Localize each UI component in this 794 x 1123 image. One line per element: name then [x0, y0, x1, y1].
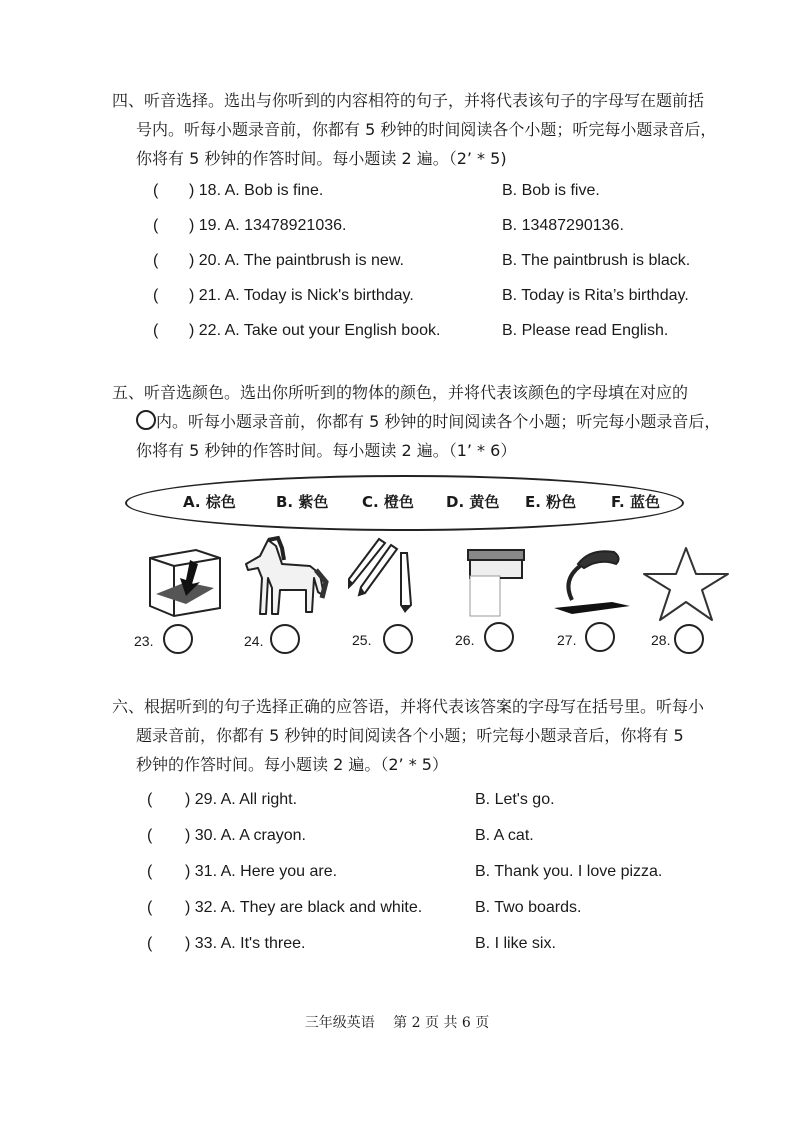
color-option-a: A. 棕色	[183, 493, 236, 511]
section-5-line-2: 内。听每小题录音前，你都有 5 秒钟的时间阅读各个小题；听完每小题录音后，	[156, 412, 721, 431]
option-a: ) 33. A. It's three.	[185, 935, 306, 952]
color-option-b: B. 紫色	[276, 493, 329, 511]
option-a: ) 22. A. Take out your English book.	[189, 322, 441, 339]
question-32	[147, 899, 582, 917]
answer-circle[interactable]	[674, 624, 704, 654]
option-b: B. Thank you. I love pizza.	[475, 863, 663, 880]
question-29	[147, 791, 555, 809]
section-4-line-2: 号内。听每小题录音前，你都有 5 秒钟的时间阅读各个小题；听完每小题录音后，	[136, 120, 717, 139]
option-b: B. Let's go.	[475, 791, 555, 808]
desk-lamp-icon	[550, 544, 634, 616]
option-b: B. A cat.	[475, 827, 534, 844]
option-a: ) 31. A. Here you are.	[185, 863, 338, 880]
section-6-line-3: 秒钟的作答时间。每小题读 2 遍。（2’ * 5）	[136, 755, 448, 774]
option-a: ) 19. A. 13478921036.	[189, 217, 347, 234]
answer-paren[interactable]: (	[153, 217, 159, 234]
color-option-f: F. 蓝色	[611, 493, 660, 511]
item-number: 26.	[455, 632, 475, 648]
item-number: 23.	[134, 633, 154, 649]
answer-paren[interactable]: (	[147, 827, 153, 844]
option-a: ) 20. A. The paintbrush is new.	[189, 252, 404, 269]
question-19	[153, 217, 624, 235]
answer-paren[interactable]: (	[153, 287, 159, 304]
section-5-line-1: 五、听音选颜色。选出你所听到的物体的颜色，并将代表该颜色的字母填在对应的	[112, 383, 689, 402]
section-6-line-2: 题录音前，你都有 5 秒钟的时间阅读各个小题；听完每小题录音后，你将有 5	[136, 726, 684, 745]
answer-paren[interactable]: (	[147, 935, 153, 952]
option-b: B. Please read English.	[502, 322, 669, 339]
option-a: ) 29. A. All right.	[185, 791, 298, 808]
horse-icon	[242, 534, 330, 618]
question-33	[147, 935, 556, 953]
answer-paren[interactable]: (	[153, 252, 159, 269]
option-b: B. Bob is five.	[502, 182, 600, 199]
answer-circle[interactable]	[585, 622, 615, 652]
page-footer: 三年级英语 第 2 页 共 6 页	[304, 1015, 490, 1031]
question-20	[153, 252, 691, 270]
color-option-d: D. 黄色	[446, 493, 500, 511]
item-number: 25.	[352, 632, 372, 648]
option-a: ) 32. A. They are black and white.	[185, 899, 423, 916]
answer-paren[interactable]: (	[147, 899, 153, 916]
item-number: 27.	[557, 632, 577, 648]
bed-icon	[464, 546, 528, 618]
section-6-instructions	[112, 692, 752, 779]
section-6-line-1: 六、根据听到的句子选择正确的应答语，并将代表该答案的字母写在括号里。听每小	[112, 697, 705, 716]
answer-paren[interactable]: (	[153, 182, 159, 199]
answer-paren[interactable]: (	[153, 322, 159, 339]
answer-circle[interactable]	[270, 624, 300, 654]
question-30	[147, 827, 534, 845]
section-4-line-1: 四、听音选择。选出与你听到的内容相符的句子，并将代表该句子的字母写在题前括	[112, 91, 705, 110]
question-31	[147, 863, 663, 881]
pencils-icon	[345, 535, 419, 617]
box-with-arrow-icon	[146, 544, 224, 618]
option-a: ) 30. A. A crayon.	[185, 827, 306, 844]
answer-circle[interactable]	[383, 624, 413, 654]
question-18	[153, 182, 600, 200]
option-b: B. Two boards.	[475, 899, 582, 916]
item-number: 28.	[651, 632, 671, 648]
section-4-line-3: 你将有 5 秒钟的作答时间。每小题读 2 遍。（2’ * 5)	[136, 149, 507, 168]
section-5-line-3: 你将有 5 秒钟的作答时间。每小题读 2 遍。（1’ * 6）	[136, 441, 517, 460]
option-b: B. 13487290136.	[502, 217, 624, 234]
answer-circle[interactable]	[484, 622, 514, 652]
item-number: 24.	[244, 633, 264, 649]
section-4-instructions	[112, 86, 752, 173]
section-5-instructions	[112, 378, 752, 465]
option-a: ) 21. A. Today is Nick's birthday.	[189, 287, 414, 304]
star-icon	[640, 544, 732, 624]
circle-icon	[136, 410, 156, 430]
section-5-line-2-wrap	[112, 407, 752, 436]
answer-paren[interactable]: (	[147, 791, 153, 808]
option-a: ) 18. A. Bob is fine.	[189, 182, 324, 199]
option-b: B. Today is Rita’s birthday.	[502, 287, 689, 304]
option-b: B. I like six.	[475, 935, 556, 952]
answer-paren[interactable]: (	[147, 863, 153, 880]
answer-circle[interactable]	[163, 624, 193, 654]
question-21	[153, 287, 689, 305]
color-option-c: C. 橙色	[362, 493, 414, 511]
color-option-e: E. 粉色	[525, 493, 577, 511]
question-22	[153, 322, 669, 340]
option-b: B. The paintbrush is black.	[502, 252, 691, 269]
